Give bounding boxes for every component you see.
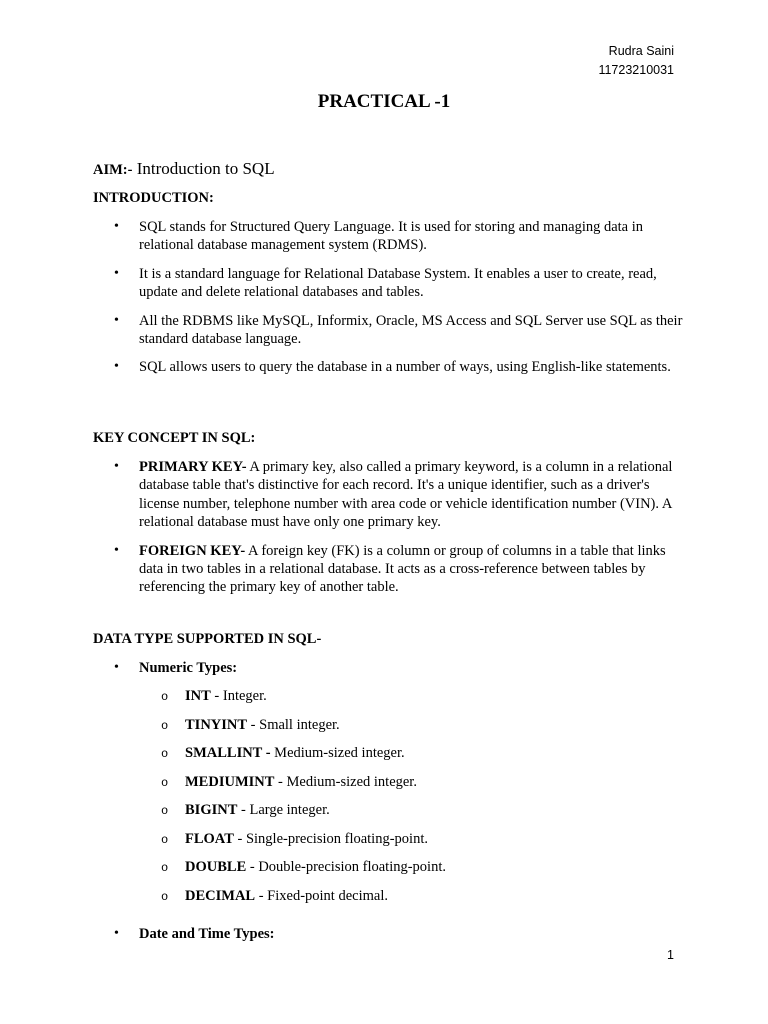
author-name: Rudra Saini (608, 44, 674, 58)
circle-bullet-icon: o (161, 889, 169, 904)
list-item-text: It is a standard language for Relational Database System. It enables a user to create, read, update and delete relational databases and tables. (139, 265, 657, 301)
type-name: DOUBLE (185, 859, 247, 876)
bullet-icon: • (114, 219, 119, 234)
type-description: - Large integer. (237, 802, 330, 819)
list-item-text: SQL stands for Structured Query Language. It is used for storing and managing data in relational database management system (RDMS). (139, 219, 644, 254)
bullet-icon: • (114, 459, 119, 474)
aim-label: AIM:- (93, 162, 133, 178)
numeric-types-list (139, 687, 683, 915)
sub-list-item (139, 744, 683, 773)
type-description: - Fixed-point decimal. (255, 887, 388, 904)
list-item-text: SQL allows users to query the database in a number of ways, using English-like statements. (139, 359, 671, 376)
introduction-list (93, 218, 683, 387)
bullet-icon: • (114, 359, 119, 375)
document-header (598, 42, 674, 80)
key-concept-list (93, 458, 683, 607)
type-name: FLOAT (185, 830, 234, 847)
circle-bullet-icon: o (161, 832, 169, 847)
list-item (93, 265, 683, 302)
page-number: 1 (667, 948, 674, 962)
bullet-icon: • (114, 660, 119, 675)
type-description: - Medium-sized integer. (274, 773, 417, 790)
type-name: INT (185, 688, 211, 705)
circle-bullet-icon: o (161, 747, 169, 762)
term-definition: A primary key, also called a primary keyword, is a column in a relational database table that's distinctive for each record. It's a unique identifier, such as a driver's license number, telephone number with area code or vehicle identification number (VIN). A relational database must have only one primary key. (139, 459, 673, 531)
page-title: PRACTICAL -1 (317, 91, 451, 112)
sub-list-item (139, 887, 683, 916)
list-item-numeric (93, 659, 683, 915)
sub-list-item (139, 687, 683, 716)
circle-bullet-icon: o (161, 775, 169, 790)
key-concept-heading: KEY CONCEPT IN SQL: (93, 430, 256, 446)
type-description: Medium-sized integer. (270, 745, 405, 762)
sub-list-item (139, 773, 683, 802)
circle-bullet-icon: o (161, 861, 169, 876)
term-foreign-key: FOREIGN KEY- (139, 542, 246, 559)
circle-bullet-icon: o (161, 804, 169, 819)
term-definition: A foreign key (FK) is a column or group of columns in a table that links data in two tables in a relational database. It acts as a cross-reference between tables by referencing the primary key of another table. (139, 542, 666, 596)
numeric-types-label: Numeric Types: (139, 660, 238, 676)
bullet-icon: • (114, 542, 119, 558)
list-item (93, 458, 683, 532)
list-item (93, 218, 683, 255)
sub-list-item (139, 716, 683, 745)
sub-list-item (139, 801, 683, 830)
list-item-text: All the RDBMS like MySQL, Informix, Oracle, MS Access and SQL Server use SQL as their standard database language. (139, 312, 683, 348)
type-description: - Integer. (210, 688, 267, 705)
type-name: BIGINT (185, 802, 238, 819)
introduction-heading: INTRODUCTION: (93, 190, 214, 206)
aim-line (93, 159, 275, 179)
list-item (93, 358, 683, 376)
circle-bullet-icon: o (161, 690, 169, 705)
bullet-icon: • (114, 312, 119, 328)
bullet-icon: • (114, 265, 119, 281)
aim-text: Introduction to SQL (132, 159, 275, 178)
type-name: DECIMAL (185, 887, 256, 904)
author-id: 11723210031 (598, 63, 674, 77)
type-name: TINYINT (185, 716, 248, 733)
type-name: MEDIUMINT (185, 773, 275, 790)
type-description: - Single-precision floating-point. (233, 830, 428, 847)
type-name: SMALLINT - (185, 745, 271, 762)
data-type-list (93, 659, 683, 954)
term-primary-key: PRIMARY KEY- (139, 459, 247, 475)
list-item-datetime (93, 925, 683, 943)
list-item (93, 312, 683, 349)
sub-list-item (139, 830, 683, 859)
type-description: - Small integer. (247, 716, 340, 733)
bullet-icon: • (114, 926, 119, 942)
list-item (93, 542, 683, 597)
datetime-types-label: Date and Time Types: (139, 926, 275, 943)
data-type-heading: DATA TYPE SUPPORTED IN SQL- (93, 631, 322, 647)
sub-list-item (139, 858, 683, 887)
type-description: - Double-precision floating-point. (246, 859, 446, 876)
circle-bullet-icon: o (161, 718, 169, 733)
